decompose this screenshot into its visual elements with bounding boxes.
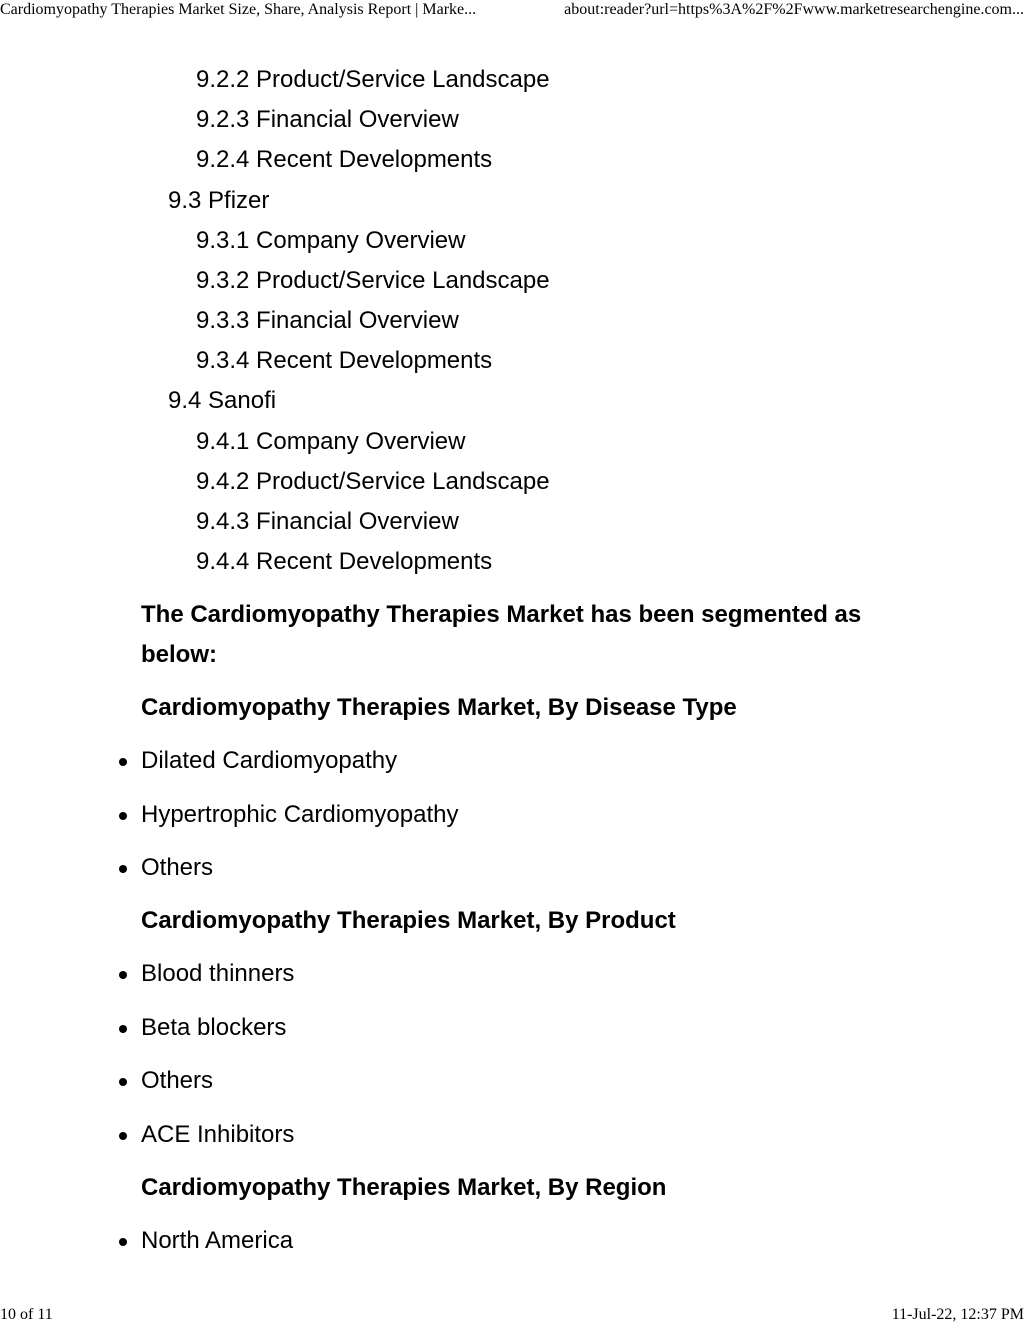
list-item: [141, 747, 397, 775]
list-item-label: Others: [141, 854, 214, 881]
bullet-icon: [119, 1025, 127, 1033]
toc-item: 9.2.2 Product/Service Landscape: [196, 66, 550, 93]
list-item-label: Hypertrophic Cardiomyopathy: [141, 801, 459, 828]
list-item: [141, 1121, 294, 1149]
toc-item: 9.4.4 Recent Developments: [196, 548, 493, 575]
list-item-label: Others: [141, 1067, 214, 1094]
list-item-label: Beta blockers: [141, 1014, 287, 1041]
segmentation-intro: The Cardiomyopathy Therapies Market has been segmented as below:: [141, 601, 862, 668]
toc-item: 9.3.4 Recent Developments: [196, 347, 493, 374]
print-header: [0, 0, 1024, 22]
list-item-label: Blood thinners: [141, 960, 295, 987]
list-item-label: ACE Inhibitors: [141, 1121, 295, 1148]
bullet-icon: [119, 865, 127, 873]
toc-item: 9.3.3 Financial Overview: [196, 307, 459, 334]
toc-item: 9.2.3 Financial Overview: [196, 106, 459, 133]
toc-item: 9.4.2 Product/Service Landscape: [196, 468, 550, 495]
bullet-icon: [119, 812, 127, 820]
toc-item: 9.3.2 Product/Service Landscape: [196, 267, 550, 294]
page-number: 10 of 11: [0, 1306, 53, 1323]
toc-item: 9.3 Pfizer: [168, 187, 270, 214]
page-url: about:reader?url=https%3A%2F%2Fwww.marketresearchengine.com...: [564, 1, 1024, 18]
bullet-icon: [119, 1132, 127, 1140]
print-datetime: 11-Jul-22, 12:37 PM: [891, 1306, 1024, 1323]
list-item: [141, 801, 458, 829]
list-item: [141, 960, 294, 988]
bullet-icon: [119, 758, 127, 766]
list-item: [141, 1067, 213, 1095]
toc-item: 9.4 Sanofi: [168, 387, 277, 414]
list-item-label: North America: [141, 1227, 294, 1254]
section-heading-disease-type: Cardiomyopathy Therapies Market, By Disease Type: [141, 694, 737, 721]
section-heading-product: Cardiomyopathy Therapies Market, By Product: [141, 907, 676, 934]
list-item: [141, 854, 213, 882]
toc-item: 9.3.1 Company Overview: [196, 227, 466, 254]
bullet-icon: [119, 1238, 127, 1246]
toc-item: 9.2.4 Recent Developments: [196, 146, 493, 173]
list-item: [141, 1014, 286, 1042]
list-item-label: Dilated Cardiomyopathy: [141, 747, 398, 774]
bullet-icon: [119, 971, 127, 979]
toc-item: 9.4.3 Financial Overview: [196, 508, 459, 535]
bullet-icon: [119, 1078, 127, 1086]
section-heading-region: Cardiomyopathy Therapies Market, By Region: [141, 1174, 667, 1201]
print-footer: [0, 1305, 1024, 1325]
toc-item: 9.4.1 Company Overview: [196, 428, 466, 455]
page-title: Cardiomyopathy Therapies Market Size, Share, Analysis Report | Marke...: [0, 1, 477, 18]
list-item: [141, 1227, 293, 1255]
